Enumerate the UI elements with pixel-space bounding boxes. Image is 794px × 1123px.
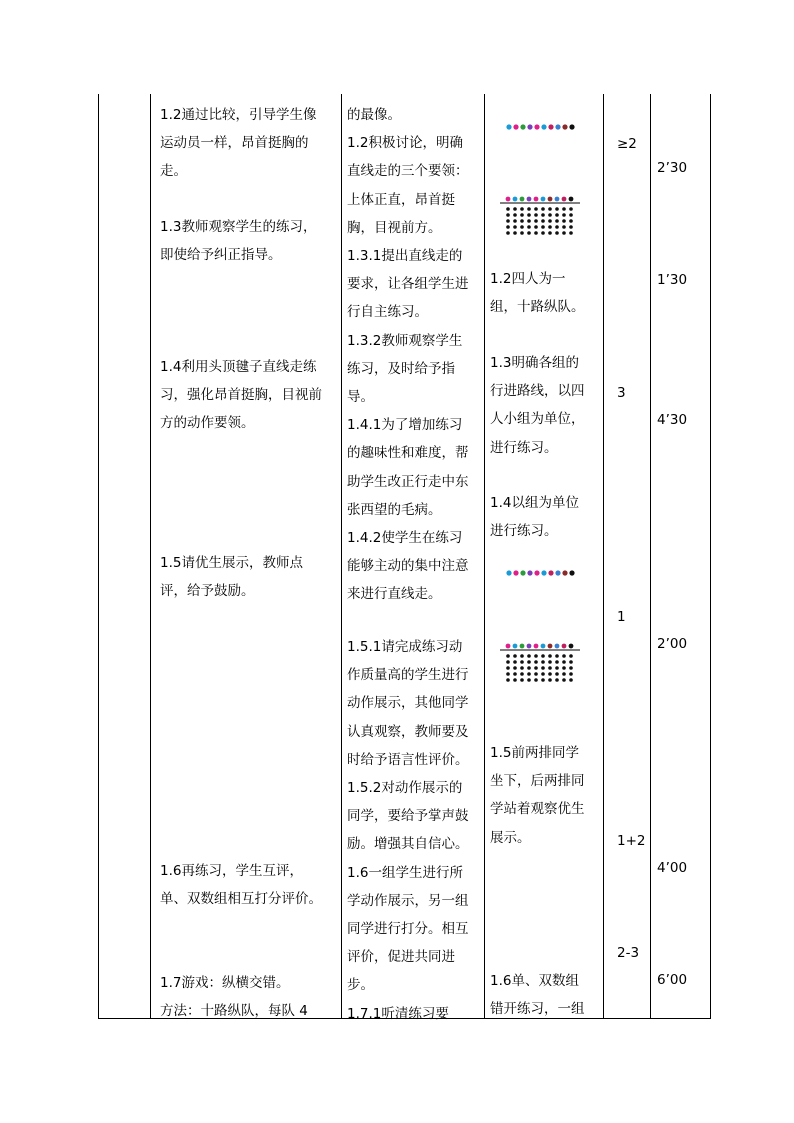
repetitions-1-5: 1 xyxy=(617,609,626,625)
organization-1-6: 1.6单、双数组 错开练习，一组 xyxy=(490,973,585,1018)
formation-leaders xyxy=(506,197,574,202)
repetitions-1-2: ≥2 xyxy=(617,136,637,152)
table-border-right xyxy=(710,94,711,1019)
formation-diagram-2 xyxy=(500,640,580,688)
organization-1-5: 1.5前两排同学 坐下，后两排同 学站着观察优生 展示。 xyxy=(490,745,585,846)
organization-1-2: 1.2四人为一 组，十路纵队。 xyxy=(490,271,585,316)
time-1-4: 4’30 xyxy=(657,412,688,428)
teacher-step-1-7: 1.7游戏：纵横交错。 方法：十路纵队，每队 4 xyxy=(160,975,308,1020)
time-1-2: 2’30 xyxy=(657,160,688,176)
time-1-3: 1’30 xyxy=(657,272,688,288)
formation-diagram-1 xyxy=(500,193,580,241)
student-activities-part-2: 1.5.1请完成练习动 作质量高的学生进行 动作展示，其他同学 认真观察，教师要及 时给予语言性评价。 1.5.2对动作展示的 同学，要给予掌声鼓 励。增强其自信心。 1.6一组学生进行所 学动作展示，另一组 同学进行打分。相互 评价，促进共同进 步。 1.7.1听清练习要 xyxy=(347,639,469,1022)
teacher-step-1-5: 1.5请优生展示，教师点 评，给予鼓励。 xyxy=(160,555,303,600)
time-1-7: 6’00 xyxy=(657,972,688,988)
formation-dots-row-2 xyxy=(505,566,577,580)
time-1-6: 4’00 xyxy=(657,860,688,876)
table-column-divider xyxy=(650,94,651,1019)
teacher-step-1-6: 1.6再练习，学生互评， 单、双数组相互打分评价。 xyxy=(160,863,322,908)
table-column-divider xyxy=(341,94,342,1019)
table-column-divider xyxy=(484,94,485,1019)
table-border-left xyxy=(98,94,99,1019)
formation-dots-row-1 xyxy=(505,120,577,134)
repetitions-1-3: 3 xyxy=(617,385,626,401)
repetitions-1-7: 2-3 xyxy=(617,945,640,961)
teacher-step-1-4: 1.4利用头顶毽子直线走练 习，强化昂首挺胸，目视前 方的动作要领。 xyxy=(160,359,322,432)
organization-1-3: 1.3明确各组的 行进路线，以四 人小组为单位， 进行练习。 xyxy=(490,355,585,456)
table-column-divider xyxy=(603,94,604,1019)
repetitions-1-6: 1+2 xyxy=(617,833,646,849)
table-column-divider xyxy=(150,94,151,1019)
teacher-step-1-2: 1.2通过比较，引导学生像 运动员一样，昂首挺胸的 走。 xyxy=(160,107,317,180)
time-1-5: 2’00 xyxy=(657,636,688,652)
organization-1-4: 1.4以组为单位 进行练习。 xyxy=(490,495,579,540)
teacher-step-1-3: 1.3教师观察学生的练习， 即使给予纠正指导。 xyxy=(160,219,317,264)
student-activities-part-1: 的最像。 1.2积极讨论，明确 直线走的三个要领： 上体正直，昂首挺 胸，目视前方。 1.3.1提出直线走的 要求，让各组学生进 行自主练习。 1.3.2教师观察学生 练习，及时给予指 导。 1.4.1为了增加练习 的趣味性和难度，帮 助学生改正行走中东 张西望的毛病。 1.4.2使学生在练习 能够主动的集中注意 来进行直线走。 xyxy=(347,107,469,603)
